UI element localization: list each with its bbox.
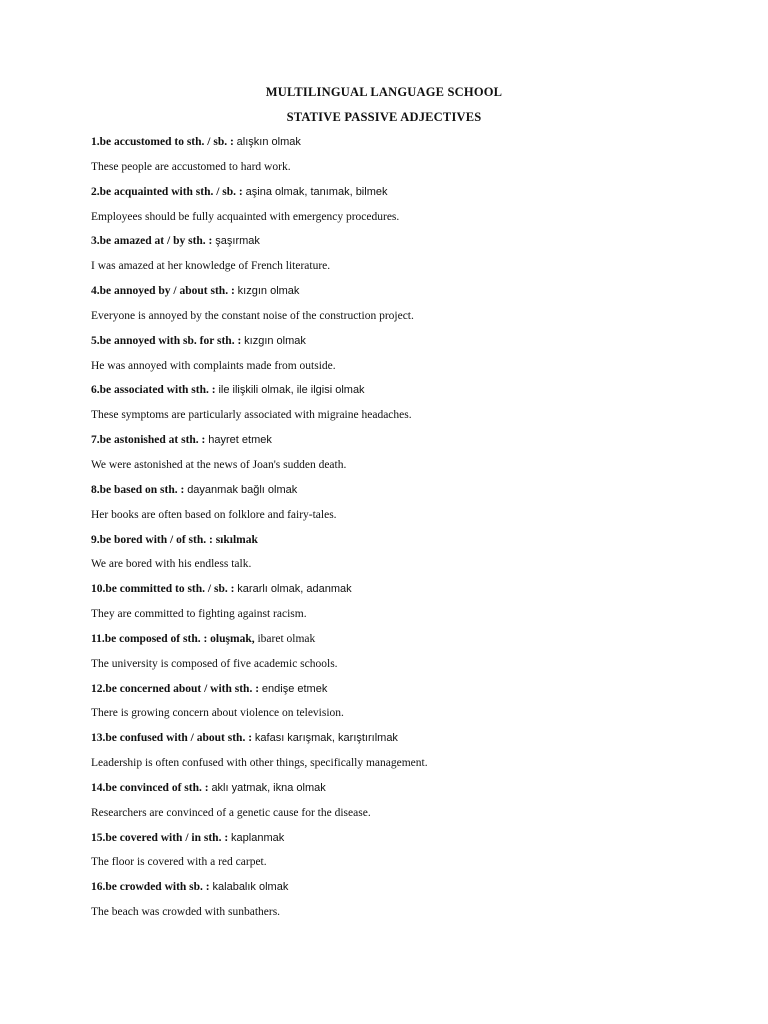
entry-heading [91,682,731,707]
entry-example: We were astonished at the news of Joan's sudden death. [91,458,347,471]
entry-example: Researchers are convinced of a genetic cause for the disease. [91,806,371,819]
entry-number: 12. [91,682,106,695]
entry-meaning: aşina olmak, tanımak, bilmek [245,185,388,198]
entry-phrase: be annoyed with sb. for sth. : [99,334,242,347]
entry-meaning-extra: ibaret olmak [254,632,316,645]
entry-heading [91,135,731,160]
entry-heading [91,383,731,408]
entry-10 [91,582,731,632]
entry-example: He was annoyed with complaints made from outside. [91,359,336,372]
entry-example: Employees should be fully acquainted with emergency procedures. [91,210,400,223]
entry-phrase: be acquainted with sth. / sb. : [99,185,243,198]
entry-example: The beach was crowded with sunbathers. [91,906,281,919]
entry-number: 2. [91,185,100,198]
entry-phrase: be confused with / about sth. : [105,732,253,745]
entry-example: I was amazed at her knowledge of French literature. [91,260,331,273]
entry-heading [91,582,731,607]
entry-meaning: ile ilişkili olmak, ile ilgisi olmak [218,384,365,397]
entry-phrase: be based on sth. : [99,483,185,496]
entry-example: There is growing concern about violence on television. [91,707,344,720]
entry-example: They are committed to fighting against racism. [91,608,307,621]
entry-meaning: dayanmak bağlı olmak [187,483,298,496]
entry-phrase: be committed to sth. / sb. : [105,583,235,596]
entry-meaning: endişe etmek [261,682,328,695]
entry-heading [91,781,731,806]
entry-meaning: kızgın olmak [244,334,306,347]
entry-16 [91,880,731,930]
entry-phrase: be amazed at / by sth. : [99,235,213,248]
entry-phrase: be astonished at sth. : [99,434,206,447]
entry-6 [91,383,731,433]
entry-example: These people are accustomed to hard work. [91,160,291,173]
entry-number: 1. [91,136,100,148]
entry-phrase: be associated with sth. : [99,384,216,397]
entry-heading [91,284,731,309]
entry-number: 5. [91,334,100,347]
section-title: STATIVE PASSIVE ADJECTIVES [286,110,482,124]
entry-phrase: be covered with / in sth. : [105,831,229,844]
entry-7 [91,433,731,483]
entry-example: The floor is covered with a red carpet. [91,856,267,869]
entry-heading [91,483,731,508]
entry-phrase: be concerned about / with sth. : [105,682,260,695]
entry-number: 16. [91,881,106,894]
entry-phrase: be crowded with sb. : [105,881,210,894]
entry-heading [91,334,731,359]
entry-heading [91,533,731,558]
entry-number: 15. [91,831,106,844]
entry-meaning: kafası karışmak, karıştırılmak [254,732,398,745]
entry-number: 10. [91,583,106,596]
entry-number: 8. [91,483,100,496]
entry-meaning: kızgın olmak [237,285,300,298]
school-title: MULTILINGUAL LANGUAGE SCHOOL [265,85,503,99]
entry-12 [91,682,731,732]
entry-example: These symptoms are particularly associated with migraine headaches. [91,409,412,422]
entry-14 [91,781,731,831]
entry-meaning: hayret etmek [208,434,272,447]
entry-meaning: kararlı olmak, adanmak [237,583,352,596]
entry-number: 3. [91,235,100,248]
entry-phrase: be bored with / of sth. : [99,533,213,546]
entry-meaning: kalabalık olmak [212,881,289,894]
entry-15 [91,831,731,881]
entry-heading [91,831,731,856]
entry-phrase: be annoyed by / about sth. : [99,285,235,298]
entry-example: We are bored with his endless talk. [91,558,252,571]
entry-phrase: be convinced of sth. : [105,781,209,794]
entry-heading [91,185,731,210]
entry-meaning: kaplanmak [231,831,285,844]
entry-3 [91,234,731,284]
entry-number: 13. [91,732,106,745]
entry-5 [91,334,731,384]
entry-list [91,135,731,930]
entry-example: Everyone is annoyed by the constant noise of the construction project. [91,309,414,322]
entry-meaning: sıkılmak [215,533,258,546]
entry-1 [91,135,731,185]
entry-number: 4. [91,285,100,298]
entry-heading [91,433,731,458]
entry-heading [91,731,731,756]
entry-heading [91,234,731,259]
entry-example: The university is composed of five academic schools. [91,657,338,670]
entry-meaning: aklı yatmak, ikna olmak [211,781,326,794]
entry-8 [91,483,731,533]
entry-example: Leadership is often confused with other things, specifically management. [91,757,428,770]
entry-4 [91,284,731,334]
entry-number: 11. [91,632,105,645]
entry-number: 9. [91,533,100,546]
entry-13 [91,731,731,781]
entry-number: 6. [91,384,100,397]
entry-meaning: oluşmak, [210,632,255,645]
entry-example: Her books are often based on folklore and fairy-tales. [91,508,337,521]
entry-phrase: be accustomed to sth. / sb. : [99,136,234,148]
entry-meaning: alışkın olmak [236,136,301,148]
entry-number: 14. [91,781,106,794]
entry-2 [91,185,731,235]
entry-heading [91,880,731,905]
entry-9 [91,533,731,583]
entry-phrase: be composed of sth. : [104,632,208,645]
entry-meaning: şaşırmak [215,235,260,248]
entry-number: 7. [91,434,100,447]
entry-11 [91,632,731,682]
entry-heading [91,632,731,657]
